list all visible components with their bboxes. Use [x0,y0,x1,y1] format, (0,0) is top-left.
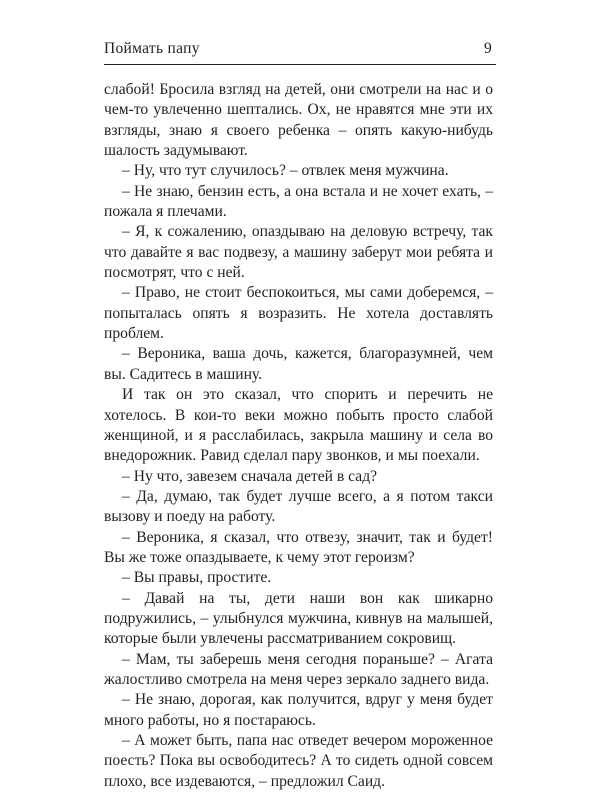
page-number: 9 [483,40,492,57]
paragraph: – Давай на ты, дети наши вон как шикарно подружились, – улыбнулся мужчина, кивнув на малышей, которые были увлечены рассматриванием сокровищ. [104,589,493,648]
paragraph: – Да, думаю, так будет лучше всего, а я потом такси вызову и поеду на работу. [104,487,493,526]
paragraph: – Вы правы, простите. [122,569,272,587]
paragraph: – Ну, что тут случилось? – отвлек меня мужчина. [122,162,449,180]
running-head [104,40,492,62]
paragraph: слабой! Бросила взгляд на детей, они смотрели на нас и о чем-то увлеченно шептались. Ох, не нравятся мне эти их взгляды, знаю я своего ребенка – опять какую-нибудь шалость задумывают. [104,81,493,160]
paragraph: – Мам, ты заберешь меня сегодня пораньше? – Агата жалостливо смотрела на меня через зеркало заднего вида. [104,650,493,688]
paragraph: И так он это сказал, что спорить и перечить не хотелось. В кои-то веки можно побыть просто слабой женщиной, и я расслабилась, закрыла машину и села во внедорожник. Равид сделал пару звонков, и мы поехали. [104,386,493,465]
paragraph: – А может быть, папа нас отведет вечером мороженное поесть? Пока вы освободитесь? А то сидеть одной совсем плохо, все издеваются, – предложил Саид. [104,732,493,790]
paragraph: – Вероника, ваша дочь, кажется, благоразумней, чем вы. Садитесь в машину. [104,345,493,383]
body-text [104,80,493,792]
paragraph: – Не знаю, бензин есть, а она встала и не хочет ехать, – пожала я плечами. [104,182,493,221]
paragraph: – Вероника, я сказал, что отвезу, значит, так и будет! Вы же тоже опаздываете, к чему этот героизм? [104,528,493,566]
running-head-title: Поймать папу [104,40,200,57]
paragraph: – Право, не стоит беспокоиться, мы сами доберемся, – попыталась опять я возразить. Не хотела доставлять проблем. [104,284,493,343]
paragraph: – Не знаю, дорогая, как получится, вдруг у меня будет много работы, но я постараюсь. [104,691,493,729]
paragraph: – Ну что, завезем сначала детей в сад? [122,467,378,485]
paragraph: – Я, к сожалению, опаздываю на деловую встречу, так что давайте я вас подвезу, а машину заберут мои ребята и посмотрят, что с ней. [104,223,493,282]
header-rule [104,64,496,65]
